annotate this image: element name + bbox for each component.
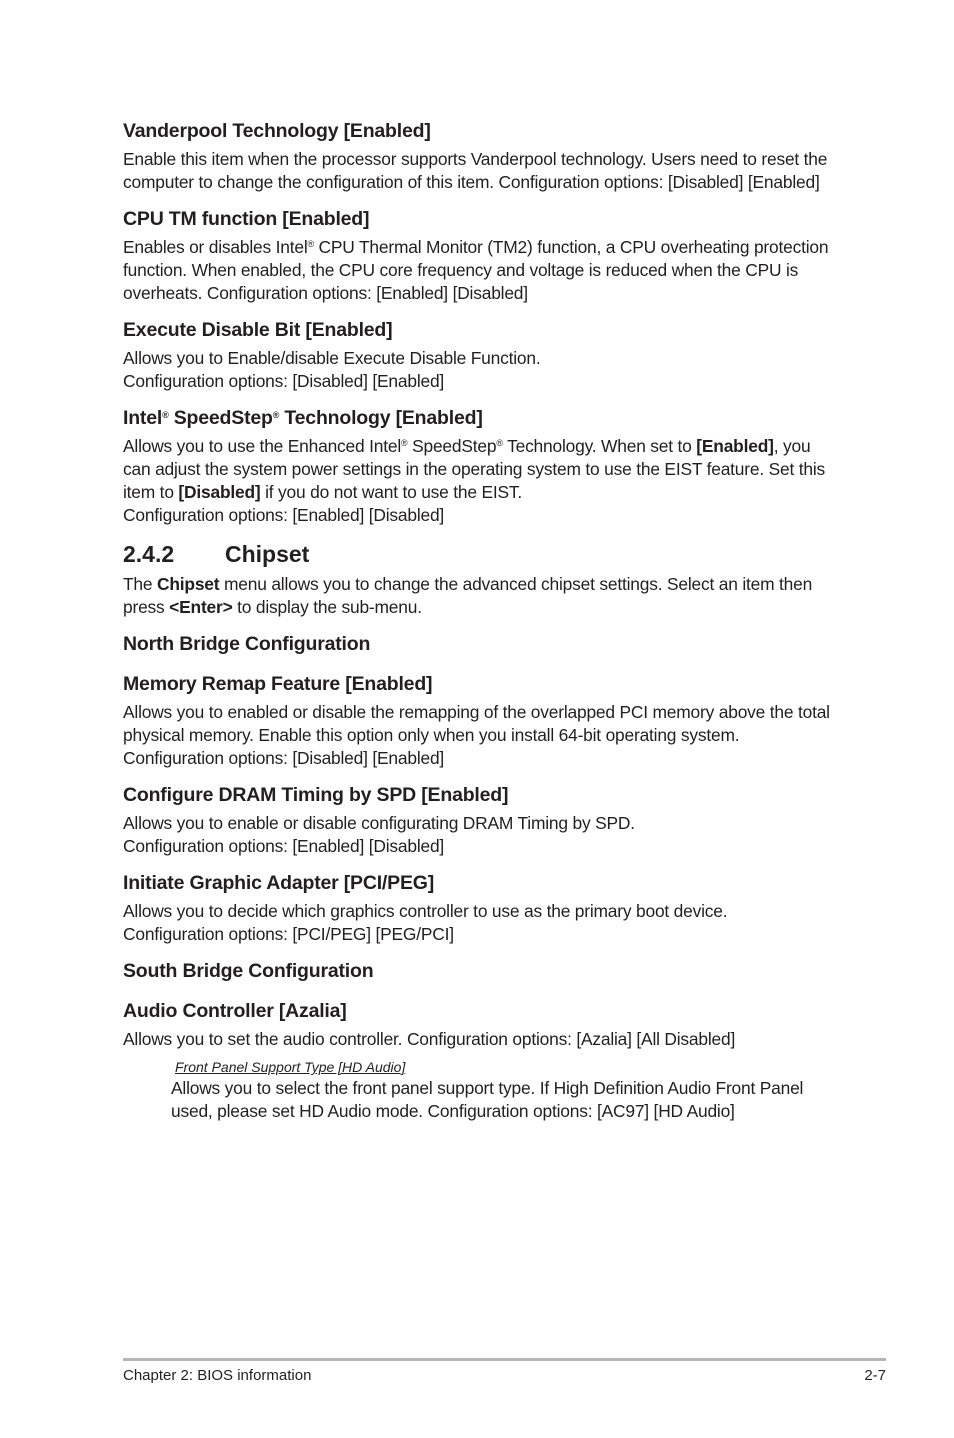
memory-remap-description: Allows you to enabled or disable the remapping of the overlapped PCI memory above the total physical memory. Enable this option only when you install 64-bit operating system. Configuration options: [Disabled] [Enabled] [123,702,830,768]
chipset-section-heading [123,539,838,569]
front-panel-heading: Front Panel Support Type [HD Audio] [175,1059,406,1075]
audio-controller-description: Allows you to set the audio controller. Configuration options: [Azalia] [All Disabled] [123,1029,736,1049]
section-number: 2.4.2 [123,541,175,567]
graphic-adapter-heading: Initiate Graphic Adapter [PCI/PEG] [123,872,435,894]
execute-disable-description: Allows you to Enable/disable Execute Disable Function. Configuration options: [Disabled] [Enabled] [123,348,541,391]
registered-mark: ® [401,438,408,448]
registered-mark: ® [162,410,169,420]
front-panel-sub-item [171,1057,838,1123]
footer-divider [123,1358,886,1361]
dram-timing-description: Allows you to enable or disable configurating DRAM Timing by SPD. Configuration options: [Enabled] [Disabled] [123,813,635,856]
speedstep-heading: Intel® SpeedStep® Technology [Enabled] [123,407,483,429]
graphic-adapter-description: Allows you to decide which graphics controller to use as the primary boot device. Configuration options: [PCI/PEG] [PEG/PCI] [123,901,728,944]
section-title: Chipset [225,541,310,567]
footer-chapter: Chapter 2: BIOS information [123,1367,312,1384]
cpu-tm-heading: CPU TM function [Enabled] [123,208,370,230]
chipset-description: The Chipset menu allows you to change the advanced chipset settings. Select an item then press <Enter> to display the sub-menu. [123,574,813,617]
registered-mark: ® [307,239,314,249]
dram-timing-heading: Configure DRAM Timing by SPD [Enabled] [123,784,509,806]
north-bridge-heading: North Bridge Configuration [123,633,371,655]
execute-disable-heading: Execute Disable Bit [Enabled] [123,319,393,341]
registered-mark: ® [496,438,503,448]
cpu-tm-description: Enables or disables Intel® CPU Thermal Monitor (TM2) function, a CPU overheating protection function. When enabled, the CPU core frequency and voltage is reduced when the CPU is overheats. Configuration options: [Enabled] [Disabled] [123,237,829,303]
audio-controller-heading: Audio Controller [Azalia] [123,1000,347,1022]
speedstep-description: Allows you to use the Enhanced Intel® SpeedStep® Technology. When set to [Enabled], you can adjust the system power settings in the operating system to use the EIST feature. Set this item to [Disabled] if you do not want to use the EIST. Configuration options: [Enabled] [Disabled] [123,436,826,525]
vanderpool-heading: Vanderpool Technology [Enabled] [123,120,431,142]
registered-mark: ® [272,410,280,420]
footer-page-number: 2-7 [864,1367,886,1384]
page-content [123,118,838,1123]
vanderpool-description: Enable this item when the processor supports Vanderpool technology. Users need to reset the computer to change the configuration of this item. Configuration options: [Disabled] [Enabled] [123,149,828,192]
south-bridge-heading: South Bridge Configuration [123,960,374,982]
memory-remap-heading: Memory Remap Feature [Enabled] [123,673,433,695]
front-panel-description: Allows you to select the front panel support type. If High Definition Audio Front Panel used, please set HD Audio mode. Configuration options: [AC97] [HD Audio] [171,1078,804,1121]
